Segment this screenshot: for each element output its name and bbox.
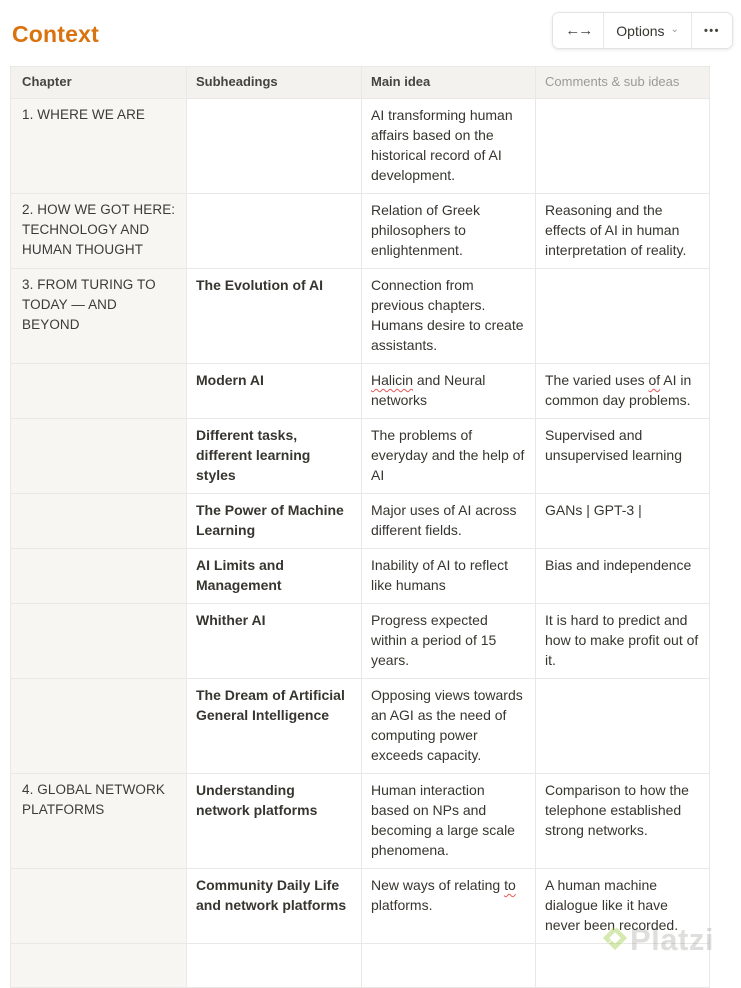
spellcheck-underline: of	[648, 372, 661, 388]
cell-chapter[interactable]	[11, 549, 187, 603]
table-row	[11, 604, 709, 679]
cell-comments[interactable]: GANs | GPT-3 |	[545, 502, 642, 518]
cell-comments[interactable]: A human machine dialogue like it have never been recorded.	[545, 877, 679, 933]
options-button[interactable]	[603, 13, 691, 48]
cell-main-idea[interactable]: The problems of everyday and the help of AI	[362, 419, 536, 493]
cell-chapter[interactable]	[11, 494, 187, 548]
cell-subheading[interactable]: Community Daily Life and network platforms	[187, 869, 362, 943]
table-row	[11, 944, 709, 988]
cell-comments[interactable]: It is hard to predict and how to make profit out of it.	[545, 612, 699, 668]
cell-comments[interactable]: Supervised and unsupervised learning	[545, 427, 682, 463]
column-header-comments[interactable]: Comments & sub ideas	[536, 67, 709, 98]
page-title: Context	[12, 21, 100, 47]
ellipsis-icon: •••	[703, 24, 720, 37]
cell-main-idea[interactable]: New ways of relating to platforms.	[362, 869, 536, 943]
table-row	[11, 269, 709, 364]
cell-comments[interactable]: Reasoning and the effects of AI in human interpretation of reality.	[545, 202, 687, 258]
column-header-main-idea[interactable]: Main idea	[362, 67, 536, 98]
table-row	[11, 869, 709, 944]
cell-main-idea[interactable]: Connection from previous chapters. Humans desire to create assistants.	[362, 269, 536, 363]
table-row	[11, 419, 709, 494]
cell-chapter[interactable]: 2. HOW WE GOT HERE: TECHNOLOGY AND HUMAN THOUGHT	[11, 194, 187, 268]
expand-horizontal-icon: ←→	[565, 22, 592, 39]
cell-comments[interactable]	[536, 99, 709, 193]
cell-chapter[interactable]	[11, 604, 187, 678]
table-body	[11, 99, 709, 988]
cell-main-idea[interactable]: Halicin and Neural networks	[362, 364, 536, 418]
table-row	[11, 194, 709, 269]
cell-comments[interactable]: Bias and independence	[545, 557, 692, 573]
cell-comments[interactable]: The varied uses of AI in common day problems.	[545, 372, 692, 408]
cell-subheading[interactable]	[187, 194, 362, 268]
chevron-down-icon: ⌄	[670, 24, 679, 35]
watermark-text: Platzi	[630, 922, 714, 957]
cell-chapter[interactable]	[11, 944, 187, 987]
page-header	[0, 0, 741, 66]
cell-subheading[interactable]: Modern AI	[187, 364, 362, 418]
table-row	[11, 364, 709, 419]
cell-chapter[interactable]	[11, 679, 187, 773]
cell-chapter[interactable]	[11, 419, 187, 493]
cell-subheading[interactable]	[187, 944, 362, 987]
table-row	[11, 774, 709, 869]
cell-comments[interactable]	[536, 944, 709, 987]
more-options-button[interactable]	[691, 13, 732, 48]
column-header-subheadings[interactable]: Subheadings	[187, 67, 362, 98]
cell-chapter[interactable]: 3. FROM TURING TO TODAY — AND BEYOND	[11, 269, 187, 363]
cell-subheading[interactable]	[187, 99, 362, 193]
cell-comments[interactable]: Comparison to how the telephone established strong networks.	[545, 782, 689, 838]
cell-chapter[interactable]	[11, 869, 187, 943]
cell-chapter[interactable]: 4. GLOBAL NETWORK PLATFORMS	[11, 774, 187, 868]
cell-subheading[interactable]: Understanding network platforms	[187, 774, 362, 868]
cell-chapter[interactable]	[11, 364, 187, 418]
options-button-label: Options	[616, 22, 665, 39]
cell-main-idea[interactable]: Opposing views towards an AGI as the need of computing power exceeds capacity.	[362, 679, 536, 773]
cell-subheading[interactable]: AI Limits and Management	[187, 549, 362, 603]
table-header-row	[11, 67, 709, 99]
cell-main-idea[interactable]: Inability of AI to reflect like humans	[362, 549, 536, 603]
context-table	[10, 66, 710, 988]
cell-main-idea[interactable]	[362, 944, 536, 987]
table-row	[11, 679, 709, 774]
view-toolbar	[552, 12, 733, 49]
cell-subheading[interactable]: Different tasks, different learning styles	[187, 419, 362, 493]
cell-comments[interactable]	[536, 269, 709, 363]
spellcheck-underline: to	[504, 877, 516, 893]
table-row	[11, 494, 709, 549]
cell-main-idea[interactable]: Major uses of AI across different fields.	[362, 494, 536, 548]
cell-subheading[interactable]: The Power of Machine Learning	[187, 494, 362, 548]
cell-main-idea[interactable]: Progress expected within a period of 15 years.	[362, 604, 536, 678]
cell-main-idea[interactable]: Relation of Greek philosophers to enlightenment.	[362, 194, 536, 268]
cell-comments[interactable]	[536, 679, 709, 773]
cell-subheading[interactable]: Whither AI	[187, 604, 362, 678]
spellcheck-underline: Halicin	[371, 372, 414, 388]
cell-subheading[interactable]: The Evolution of AI	[187, 269, 362, 363]
cell-subheading[interactable]: The Dream of Artificial General Intelligence	[187, 679, 362, 773]
cell-chapter[interactable]: 1. WHERE WE ARE	[11, 99, 187, 193]
cell-main-idea[interactable]: AI transforming human affairs based on the historical record of AI development.	[362, 99, 536, 193]
cell-main-idea[interactable]: Human interaction based on NPs and becoming a large scale phenomena.	[362, 774, 536, 868]
table-row	[11, 99, 709, 194]
column-header-chapter[interactable]: Chapter	[11, 67, 187, 98]
expand-width-button[interactable]	[553, 13, 603, 48]
table-row	[11, 549, 709, 604]
